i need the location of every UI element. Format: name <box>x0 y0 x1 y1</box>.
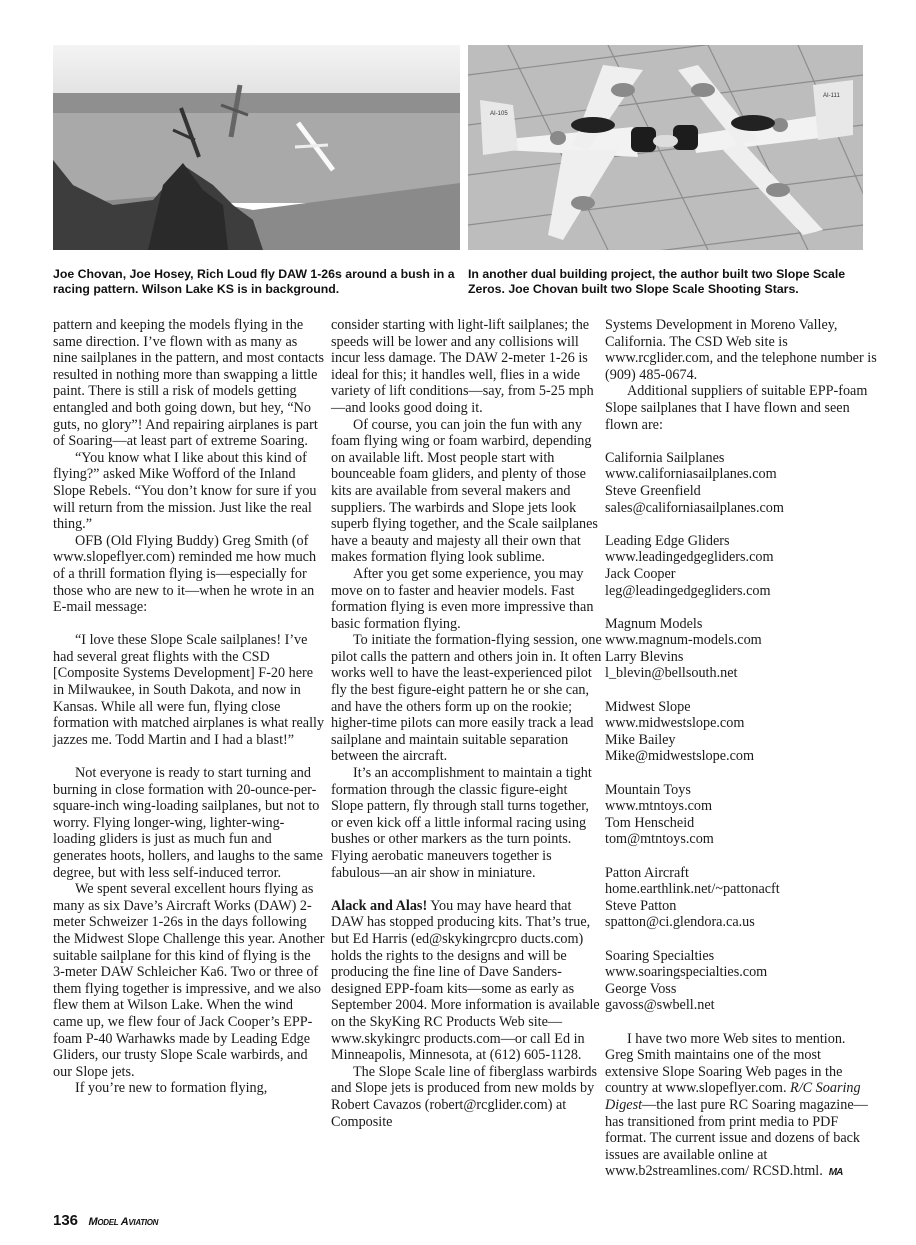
supplier-name: California Sailplanes <box>605 449 725 466</box>
supplier-entry <box>605 616 877 682</box>
sailplanes-photo-illustration <box>53 45 460 250</box>
supplier-website: www.midwestslope.com <box>605 715 745 732</box>
photo-sailplanes-over-lake <box>53 45 460 250</box>
supplier-name: Patton Aircraft <box>605 864 689 881</box>
paragraph: If you’re new to formation flying, <box>75 1080 268 1097</box>
supplier-email: tom@mtntoys.com <box>605 831 714 848</box>
article-column-1 <box>53 317 325 1097</box>
supplier-name: Midwest Slope <box>605 698 691 715</box>
paragraph: Not everyone is ready to start turning and burning in close formation with 20-ounce-per-square-inch wing-loading sailplanes, but not to worry. Flying longer-wing, lighter-wing-loading gliders is just as much fun and generates hoots, hollers, and laughs to the same degree, but with less self-induced terror. <box>53 765 323 881</box>
paragraph: We spent several excellent hours flying as many as six Dave’s Aircraft Works (DAW) 2-meter Schweizer 1-26s in the days following the Midwest Slope Challenge this year. Another suitable sailplane for this kind of flying is the 3-meter DAW Schleicher Ka6. Two or three of them flying together is impressive, and we also flew them at Wilson Lake. When the wind came up, we flew four of Jack Cooper’s EPP-foam P-40 Warhawks made by Leading Edge Gliders, our trusty Slope Scale warbirds, and our Slope jets. <box>53 881 325 1080</box>
tail-code-left: AI-105 <box>490 111 508 117</box>
paragraph: consider starting with light-lift sailplanes; the speeds will be lower and any collisions will incur less damage. The DAW 2-meter 1-26 is ideal for this; it handles well, flies in a wide variety of lift conditions—say, from 5-25 mph—and looks good doing it. <box>331 317 594 416</box>
article-column-2 <box>331 317 603 1130</box>
supplier-entry <box>605 450 877 516</box>
supplier-entry <box>605 865 877 931</box>
supplier-website: www.soaringspecialties.com <box>605 964 768 981</box>
supplier-contact: George Voss <box>605 980 677 997</box>
zero-models-photo-illustration <box>468 45 863 250</box>
supplier-website: home.earthlink.net/~pattonacft <box>605 881 780 898</box>
paragraph: “You know what I like about this kind of flying?” asked Mike Wofford of the Inland Slope Rebels. “You don’t know for sure if you will return from the mission. Just like the real thing.” <box>53 449 317 533</box>
supplier-contact: Jack Cooper <box>605 565 676 582</box>
sky <box>53 45 460 95</box>
supplier-name: Soaring Specialties <box>605 947 715 964</box>
supplier-entry <box>605 699 877 765</box>
email-quote: “I love these Slope Scale sailplanes! I’ve had several great flights with the CSD [Composite Systems Development] F-20 here in Milwaukee, in South Dakota, and now in Kansas. While all were fun, flying close formation with matched airplanes is what really jazzes me. Todd Martin and I had a blast!” <box>53 632 325 748</box>
section-text: You may have heard that DAW has stopped producing kits. That’s true, but Ed Harris (ed@skykingrcpro ducts.com) holds the rights to the designs and will be producing the fine line of Dave Sanders-designed EPP-foam kits—some as early as September 2004. More information is available on the SkyKing RC Products Web site—www.skykingrc products.com—or call Ed in Minneapolis, Minnesota, at (612) 605-1128. <box>331 897 600 1064</box>
paragraph: Of course, you can join the fun with any foam flying wing or foam warbird, depending on available lift. Most people start with bounceable foam gliders, and plenty of those kits are available from several makers and suppliers. The warbirds and Slope jets look superb flying together, and the Scale sailplanes have a beauty and majesty all their own that makes formation flying look sublime. <box>331 416 598 566</box>
supplier-name: Leading Edge Gliders <box>605 532 730 549</box>
supplier-email: gavoss@swbell.net <box>605 997 715 1014</box>
closing-text-a: I have two more Web sites to mention. Greg Smith maintains one of the most extensive Slope Soaring Web pages in the country at www.slopeflyer.com. <box>605 1030 846 1097</box>
paragraph: Additional suppliers of suitable EPP-foam Slope sailplanes that I have flown and seen flown are: <box>605 383 868 433</box>
supplier-contact: Tom Henscheid <box>605 814 695 831</box>
supplier-website: www.leadingedgegliders.com <box>605 549 774 566</box>
publication-title: R/C Soaring Digest <box>605 1080 861 1113</box>
paragraph: Systems Development in Moreno Valley, California. The CSD Web site is www.rcglider.com, and the telephone number is (909) 485-0674. <box>605 317 877 383</box>
supplier-name: Magnum Models <box>605 615 703 632</box>
photo-two-zero-models <box>468 45 863 250</box>
paragraph: pattern and keeping the models flying in the same direction. I’ve flown with as many as nine sailplanes in the pattern, and most contacts resulted in nothing more than swapping a little paint. There is still a risk of models getting entangled and both going down, but hey, “No guts, no glory”! And repairing airplanes is part of Soaring—at least part of extreme Soaring. <box>53 317 325 450</box>
photo-caption-right: In another dual building project, the author built two Slope Scale Zeros. Joe Chovan built two Slope Scale Shooting Stars. <box>468 267 846 296</box>
supplier-website: www.magnum-models.com <box>605 632 762 649</box>
paragraph: After you get some experience, you may move on to faster and heavier models. Fast formation flying is even more impressive than basic formation flying. <box>331 565 594 632</box>
paragraph: To initiate the formation-flying session, one pilot calls the pattern and others join in. It often works well to have the least-experienced pilot fly the best figure-eight pattern he or she can, and have the others form up on the rookie; higher-time pilots can more easily track a lead sailplane and maintain suitable separation between the aircraft. <box>331 632 602 765</box>
supplier-entry <box>605 948 877 1014</box>
supplier-contact: Mike Bailey <box>605 731 676 748</box>
paragraph: OFB (Old Flying Buddy) Greg Smith (of www.slopeflyer.com) reminded me how much of a thrill formation flying is—especially for those who are new to it—when he wrote in an E-mail message: <box>53 532 317 616</box>
supplier-website: www.californiasailplanes.com <box>605 466 777 483</box>
supplier-contact: Steve Patton <box>605 897 677 914</box>
tail-code-right: AI-111 <box>823 93 840 99</box>
magazine-name: Model Aviation <box>88 1216 159 1228</box>
lake <box>53 113 460 203</box>
supplier-email: leg@leadingedgegliders.com <box>605 582 771 599</box>
supplier-entry <box>605 782 877 848</box>
supplier-email: Mike@midwestslope.com <box>605 748 755 765</box>
page-footer <box>53 1212 158 1230</box>
section-paragraph <box>331 898 603 1064</box>
supplier-entry <box>605 533 877 599</box>
supplier-contact: Steve Greenfield <box>605 482 701 499</box>
page-number: 136 <box>53 1212 79 1229</box>
section-subhead: Alack and Alas! <box>331 897 428 914</box>
end-mark-logo: MA <box>828 1167 843 1179</box>
photo-caption-left: Joe Chovan, Joe Hosey, Rich Loud fly DAW 1-26s around a bush in a racing pattern. Wilson Lake KS is in background. <box>53 267 455 296</box>
paragraph: It’s an accomplishment to maintain a tight formation through the classic figure-eight Slope pattern, fly through stall turns together, or even kick off a little informal racing using bushes or other markers as the turn points. Flying aerobatic maneuvers together is fabulous—an air show in miniature. <box>331 765 592 881</box>
supplier-email: sales@californiasailplanes.com <box>605 499 784 516</box>
supplier-email: l_blevin@bellsouth.net <box>605 665 738 682</box>
closing-paragraph <box>605 1031 877 1182</box>
supplier-website: www.mtntoys.com <box>605 798 713 815</box>
supplier-name: Mountain Toys <box>605 781 691 798</box>
article-column-3 <box>605 317 877 1182</box>
supplier-email: spatton@ci.glendora.ca.us <box>605 914 755 931</box>
closing-text-b: —the last pure RC Soaring magazine—has transitioned from print media to PDF format. The current issue and dozens of back issues are available online at www.b2streamlines.com/ RCSD.html. <box>605 1096 868 1180</box>
supplier-contact: Larry Blevins <box>605 648 684 665</box>
paragraph: The Slope Scale line of fiberglass warbirds and Slope jets is produced from new molds by Robert Cavazos (robert@rcglider.com) at Composite <box>331 1063 598 1130</box>
